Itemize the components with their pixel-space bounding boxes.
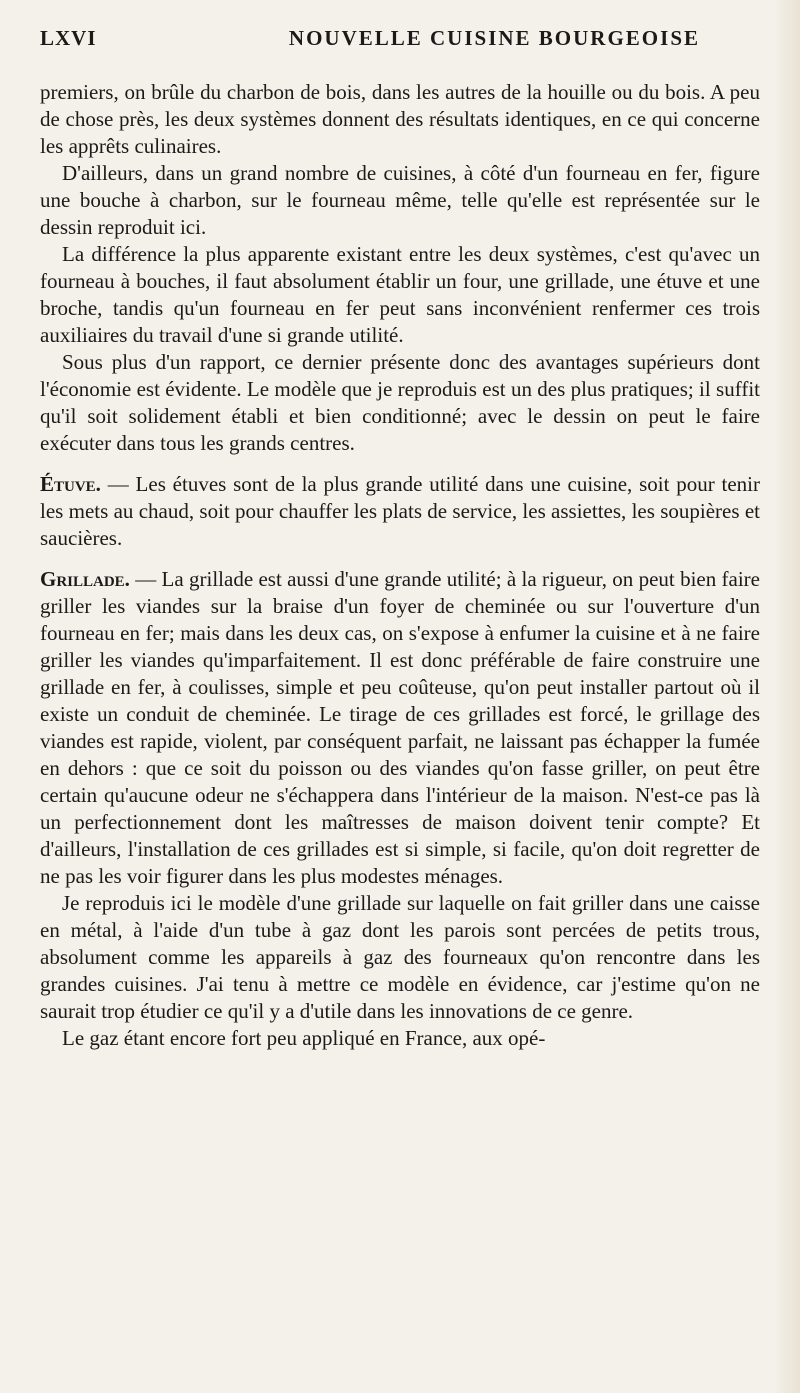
page-edge-shadow [774,0,800,1393]
section-grillade [40,566,760,890]
paragraph-gaz-france: Le gaz étant encore fort peu appliqué en France, aux opé- [62,1026,546,1050]
running-title: NOUVELLE CUISINE BOURGEOISE [288,26,700,50]
section-text-etuve: — Les étuves sont de la plus grande utilité dans une cuisine, soit pour tenir les mets au chaud, soit pour chauffer les plats de service, les assiettes, les soupières et saucières. [40,472,760,550]
section-heading-etuve: Étuve. [40,472,101,496]
page-header [40,26,760,51]
paragraph-intro: premiers, on brûle du charbon de bois, dans les autres de la houille ou du bois. A peu de chose près, les deux systèmes donnent des résultats identiques, en ce qui concerne les apprêts culinaires. [40,80,760,158]
section-heading-grillade: Grillade. [40,567,130,591]
section-etuve [40,471,760,552]
paragraph-difference: La différence la plus apparente existant entre les deux systèmes, c'est qu'avec un fourneau à bouches, il faut absolument établir un four, une grillade, une étuve et une broche, tandis qu'un fourneau en fer peut sans inconvénient renfermer ces trois auxiliaires du travail d'une si grande utilité. [40,242,760,347]
section-text-grillade: — La grillade est aussi d'une grande utilité; à la rigueur, on peut bien faire griller les viandes sur la braise d'un foyer de cheminée ou sur l'ouverture d'un fourneau en fer; mais dans les deux cas, on s'expose à enfumer la cuisine et à ne faire griller les viandes qu'imparfaitement. Il est donc préférable de faire construire une grillade en fer, à coulisses, simple et peu coûteuse, qu'on peut installer partout où il existe un conduit de cheminée. Le tirage de ces grillades est forcé, le grillage des viandes est rapide, violent, par conséquent parfait, ne laissant pas échapper la fumée en dehors : que ce soit du poisson ou des viandes qu'on fasse griller, on peut être certain qu'aucune odeur ne s'échappera dans l'intérieur de la maison. N'est-ce pas là un perfectionnement dont les maîtresses de maison doivent tenir compte? Et d'ailleurs, l'installation de ces grillades est si simple, si facile, qu'on doit regretter de ne pas les voir figurer dans les plus modestes ménages. [40,567,760,888]
page-number: LXVI [40,26,97,50]
paragraph-avantages: Sous plus d'un rapport, ce dernier présente donc des avantages supérieurs dont l'économie est évidente. Le modèle que je reproduis est un des plus pratiques; il suffit qu'il soit solidement établi et bien conditionné; avec le dessin on peut le faire exécuter dans tous les grands centres. [40,350,760,455]
paragraph-gaz-grillade: Je reproduis ici le modèle d'une grillade sur laquelle on fait griller dans une caisse en métal, à l'aide d'un tube à gaz dont les parois sont percées de petits trous, absolument comme les appareils à gaz des fourneaux qu'on rencontre dans les grandes cuisines. J'ai tenu à mettre ce modèle en évidence, car j'estime qu'on ne saurait trop étudier ce qu'il y a d'utile dans les innovations de ce genre. [40,891,760,1023]
paragraph-ailleurs: D'ailleurs, dans un grand nombre de cuisines, à côté d'un fourneau en fer, figure une bouche à charbon, sur le fourneau même, telle qu'elle est représentée sur le dessin reproduit ici. [40,161,760,239]
